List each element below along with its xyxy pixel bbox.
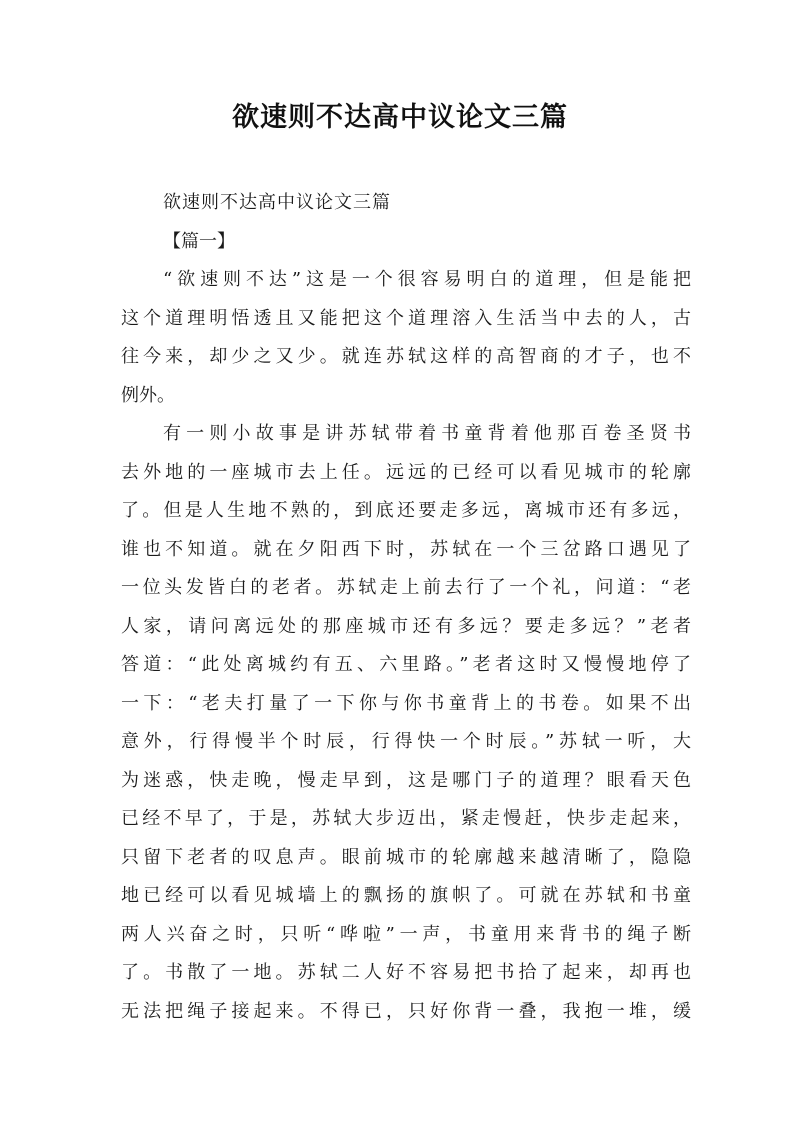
paragraph-line: 无法把绳子接起来。不得已，只好你背一叠，我抱一堆，缓 [121, 1000, 691, 1022]
paragraph-line: 往今来，却少之又少。就连苏轼这样的高智商的才子，也不 [121, 346, 691, 367]
document-body [121, 184, 691, 1031]
paragraph-line: 答道：“此处离城约有五、六里路。”老者这时又慢慢地停了 [121, 654, 691, 675]
paragraph-line: 一位头发皆白的老者。苏轼走上前去行了一个礼，问道：“老 [121, 577, 691, 598]
paragraph-line: 人家，请问离远处的那座城市还有多远？要走多远？”老者 [121, 615, 691, 637]
paragraph-line: 有一则小故事是讲苏轼带着书童背着他那百卷圣贤书 [163, 423, 691, 444]
paragraph-line: 去外地的一座城市去上任。远远的已经可以看见城市的轮廓 [121, 461, 691, 483]
paragraph-line: 地已经可以看见城墙上的飘扬的旗帜了。可就在苏轼和书童 [121, 885, 691, 906]
paragraph-line: 例外。 [121, 384, 175, 406]
paragraph-line: 两人兴奋之时，只听“哗啦”一声，书童用来背书的绳子断 [121, 923, 691, 945]
paragraph-line: 了。但是人生地不熟的，到底还要走多远，离城市还有多远， [121, 500, 691, 521]
paragraph-line: 只留下老者的叹息声。眼前城市的轮廓越来越清晰了，隐隐 [121, 846, 691, 868]
document-title: 欲速则不达高中议论文三篇 [232, 102, 568, 133]
paragraph-line: 为迷惑，快走晚，慢走早到，这是哪门子的道理？眼看天色 [121, 769, 691, 791]
paragraph-line: “欲速则不达”这是一个很容易明白的道理，但是能把 [163, 269, 691, 290]
paragraph-1 [121, 261, 691, 415]
paragraph-line: 谁也不知道。就在夕阳西下时，苏轼在一个三岔路口遇见了 [121, 538, 691, 560]
paragraph-line: 已经不早了，于是，苏轼大步迈出，紧走慢赶，快步走起来， [121, 808, 691, 829]
paragraph-line: 一下：“老夫打量了一下你与你书童背上的书卷。如果不出 [121, 692, 691, 714]
paragraph-line: 这个道理明悟透且又能把这个道理溶入生活当中去的人，古 [121, 307, 691, 329]
paragraph-line: 意外，行得慢半个时辰，行得快一个时辰。”苏轼一听，大 [121, 731, 691, 752]
paragraph-2 [121, 415, 691, 1031]
document-subtitle: 欲速则不达高中议论文三篇 [163, 192, 391, 213]
section-heading: 【篇一】 [163, 230, 235, 252]
paragraph-line: 了。书散了一地。苏轼二人好不容易把书拾了起来，却再也 [121, 962, 691, 983]
